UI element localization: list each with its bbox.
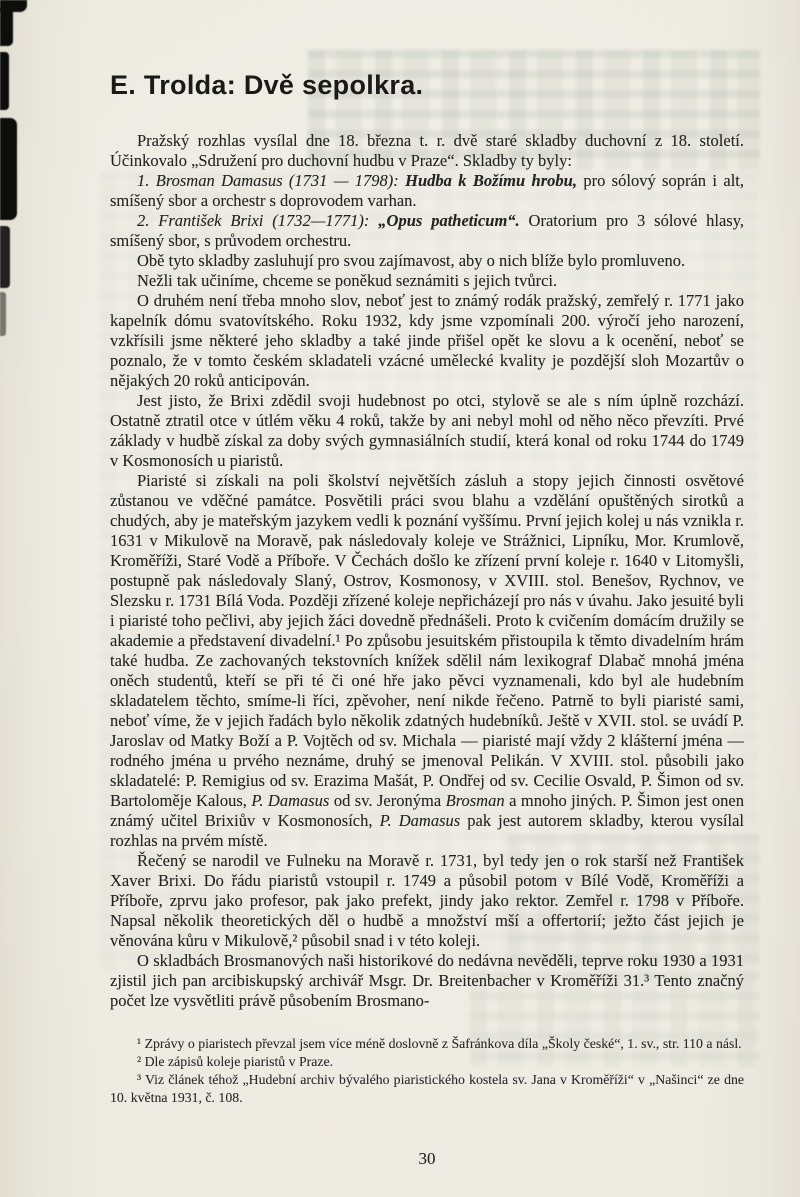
paragraph	[110, 271, 744, 291]
text-run: Brosman	[445, 791, 505, 810]
text-run: Oratorium pro 3 sólové hlasy, smíšený sbor, s průvodem orchestru.	[110, 211, 744, 250]
text-run: Piaristé si získali na poli školství největších zásluh a stopy jejich činnosti osvětové zůstanou ve vděčné památce. Posvětili práci svou blahu a vzdělání opuštěných sirotků a chudých, aby je mateřským jazykem vedli k poznání vyššímu. První jejich kolej u nás vznikla r. 1631 v Mikulově na Moravě, pak následovaly koleje ve Strážnici, Lipníku, Mor. Krumlově, Kroměříži, Staré Vodě a Příboře. V Čechách došlo ke zřízení první koleje r. 1640 v Litomyšli, postupně pak následovaly Slaný, Ostrov, Kosmonosy, v XVIII. stol. Benešov, Rychnov, ve Slezsku r. 1731 Bílá Voda. Později zřízené koleje nepřicházejí pro nás v úvahu. Jako jesuité byli i piaristé toho pečlivi, aby jejich žáci dovedně přednášeli. Proto k cvičením domácím družily se akademie a představení divadelní.¹ Po způsobu jesuitském přistoupila k těmto divadelním hrám také hudba. Ze zachovaných tekstovních knížek sdělil nám lexikograf Dlabač mnohá jména oněch studentů, kteří se při té či oné hře jako pěvci vyznamenali, kdo byl ale hudebním skladatelem těchto, smíme-li říci, zpěvoher, není nikde řečeno. Patrně to byli piaristé sami, neboť víme, že v jejich řadách bylo několik zdatných hudebníků. Ještě v XVII. stol. se uvádí P. Jaroslav od Matky Boží a P. Vojtěch od sv. Michala — piaristé mají vždy 2 klášterní jména — rodného jména u prvého neznáme, druhý se jmenoval Pelikán. V XVIII. stol. působili jako skladatelé: P. Remigius od sv. Erazima Mašát, P. Ondřej od sv. Cecilie Osvald, P. Šimon od sv. Bartoloměje Kalous,	[110, 471, 744, 810]
paragraph	[110, 951, 744, 1011]
text-run: od sv. Jeronýma	[329, 791, 446, 810]
text-run: Hudba k Božímu hrobu,	[405, 171, 577, 190]
text-run: Pražský rozhlas vysílal dne 18. března t. r. dvě staré skladby duchovní z 18. století. Účinkovalo „Sdružení pro duchovní hudbu v Praze“. Skladby ty byly:	[110, 131, 744, 170]
text-run: O druhém není třeba mnoho slov, neboť jest to známý rodák pražský, zemřelý r. 1771 jako kapelník dómu svatovítského. Roku 1932, kdy jsme vzpomínali 200. výročí jeho narození, vzkřísili jsme některé jeho skladby a také jinde přišel opět ke slovu a k ocenění, neboť se poznalo, že v tomto českém skladateli vzácné umělecké kvality je pozdější sloh Mozartův o nějakých 20 roků anticipován.	[110, 291, 744, 390]
text-run: 1. Brosman Damasus (1731 — 1798):	[137, 171, 406, 190]
scan-edge-mark	[0, 52, 9, 110]
paragraph	[110, 851, 744, 951]
text-run: pak jest autorem skladby, kterou vysílal rozhlas na prvém místě.	[110, 811, 744, 850]
text-run: Nežli tak učiníme, chceme se poněkud seznámiti s jejich tvůrci.	[137, 271, 558, 290]
scan-edge-mark	[0, 118, 17, 220]
paragraph	[110, 171, 744, 211]
article-title: E. Trolda: Dvě sepolkra.	[110, 70, 424, 100]
page-number: 30	[418, 1149, 436, 1168]
text-run: pro sólový soprán i alt, smíšený sbor a orchestr s doprovodem varhan.	[110, 171, 744, 210]
text-column	[110, 70, 744, 1169]
footnote: ¹ Zprávy o piaristech převzal jsem více méně doslovně z Šafránkova díla „Školy české“, 1. sv., str. 110 a násl.	[137, 1036, 742, 1051]
text-run: P. Damasus	[379, 811, 461, 830]
text-run: a mnoho jiných. P. Šimon jest onen známý učitel Brixiův v Kosmonosích,	[110, 791, 744, 830]
footnotes-block	[110, 1035, 744, 1107]
text-run: „Opus patheticum“.	[378, 211, 520, 230]
paragraph	[110, 471, 744, 851]
scan-edge-mark	[0, 292, 6, 336]
footnote: ² Dle zápisů koleje piaristů v Praze.	[137, 1054, 334, 1069]
text-run: 2. František Brixi (1732—1771):	[137, 211, 379, 230]
paragraph	[110, 291, 744, 391]
text-run: Obě tyto skladby zasluhují pro svou zajímavost, aby o nich blíže bylo promluveno.	[137, 251, 686, 270]
text-run: P. Damasus	[251, 791, 330, 810]
text-run: Řečený se narodil ve Fulneku na Moravě r. 1731, byl tedy jen o rok starší než František Xaver Brixi. Do řádu piaristů vstoupil r. 1749 a působil potom v Bílé Vodě, Kroměříži a Příboře, zprvu jako profesor, pak jako prefekt, jindy jako rektor. Zemřel r. 1798 v Příboře. Napsal několik theoretických děl o hudbě a množství mší a offertorií; ježto část jejich je věnována kůru v Mikulově,² působil snad i v této koleji.	[110, 851, 744, 950]
article-body	[110, 131, 744, 1011]
text-run: O skladbách Brosmanových naši historikové do nedávna nevěděli, teprve roku 1930 a 1931 zjistil jich pan arcibiskupský archivář Msgr. Dr. Breitenbacher v Kroměříži 31.³ Tento značný počet lze vysvětliti právě působením Brosmano-	[110, 951, 744, 1010]
paragraph	[110, 251, 744, 271]
paragraph	[110, 131, 744, 171]
footnote: ³ Viz článek téhož „Hudební archiv bývalého piaristického kostela sv. Jana v Kroměříži“ v „Našinci“ ze dne 10. května 1931, č. 108.	[110, 1072, 744, 1105]
scan-edge-mark	[0, 226, 10, 288]
paragraph	[110, 391, 744, 471]
text-run: Jest jisto, že Brixi zdědil svoji hudebnost po otci, stylově se ale s ním úplně rozchází. Ostatně ztratil otce v útlém věku 4 roků, takže by ani nebyl mohl od něho něco převzíti. Prvé základy v hudbě získal za doby svých gymnasiálních studií, která konal od roku 1744 do 1749 v Kosmonosích u piaristů.	[110, 391, 744, 470]
scan-edge-mark	[0, 8, 13, 46]
paragraph	[110, 211, 744, 251]
